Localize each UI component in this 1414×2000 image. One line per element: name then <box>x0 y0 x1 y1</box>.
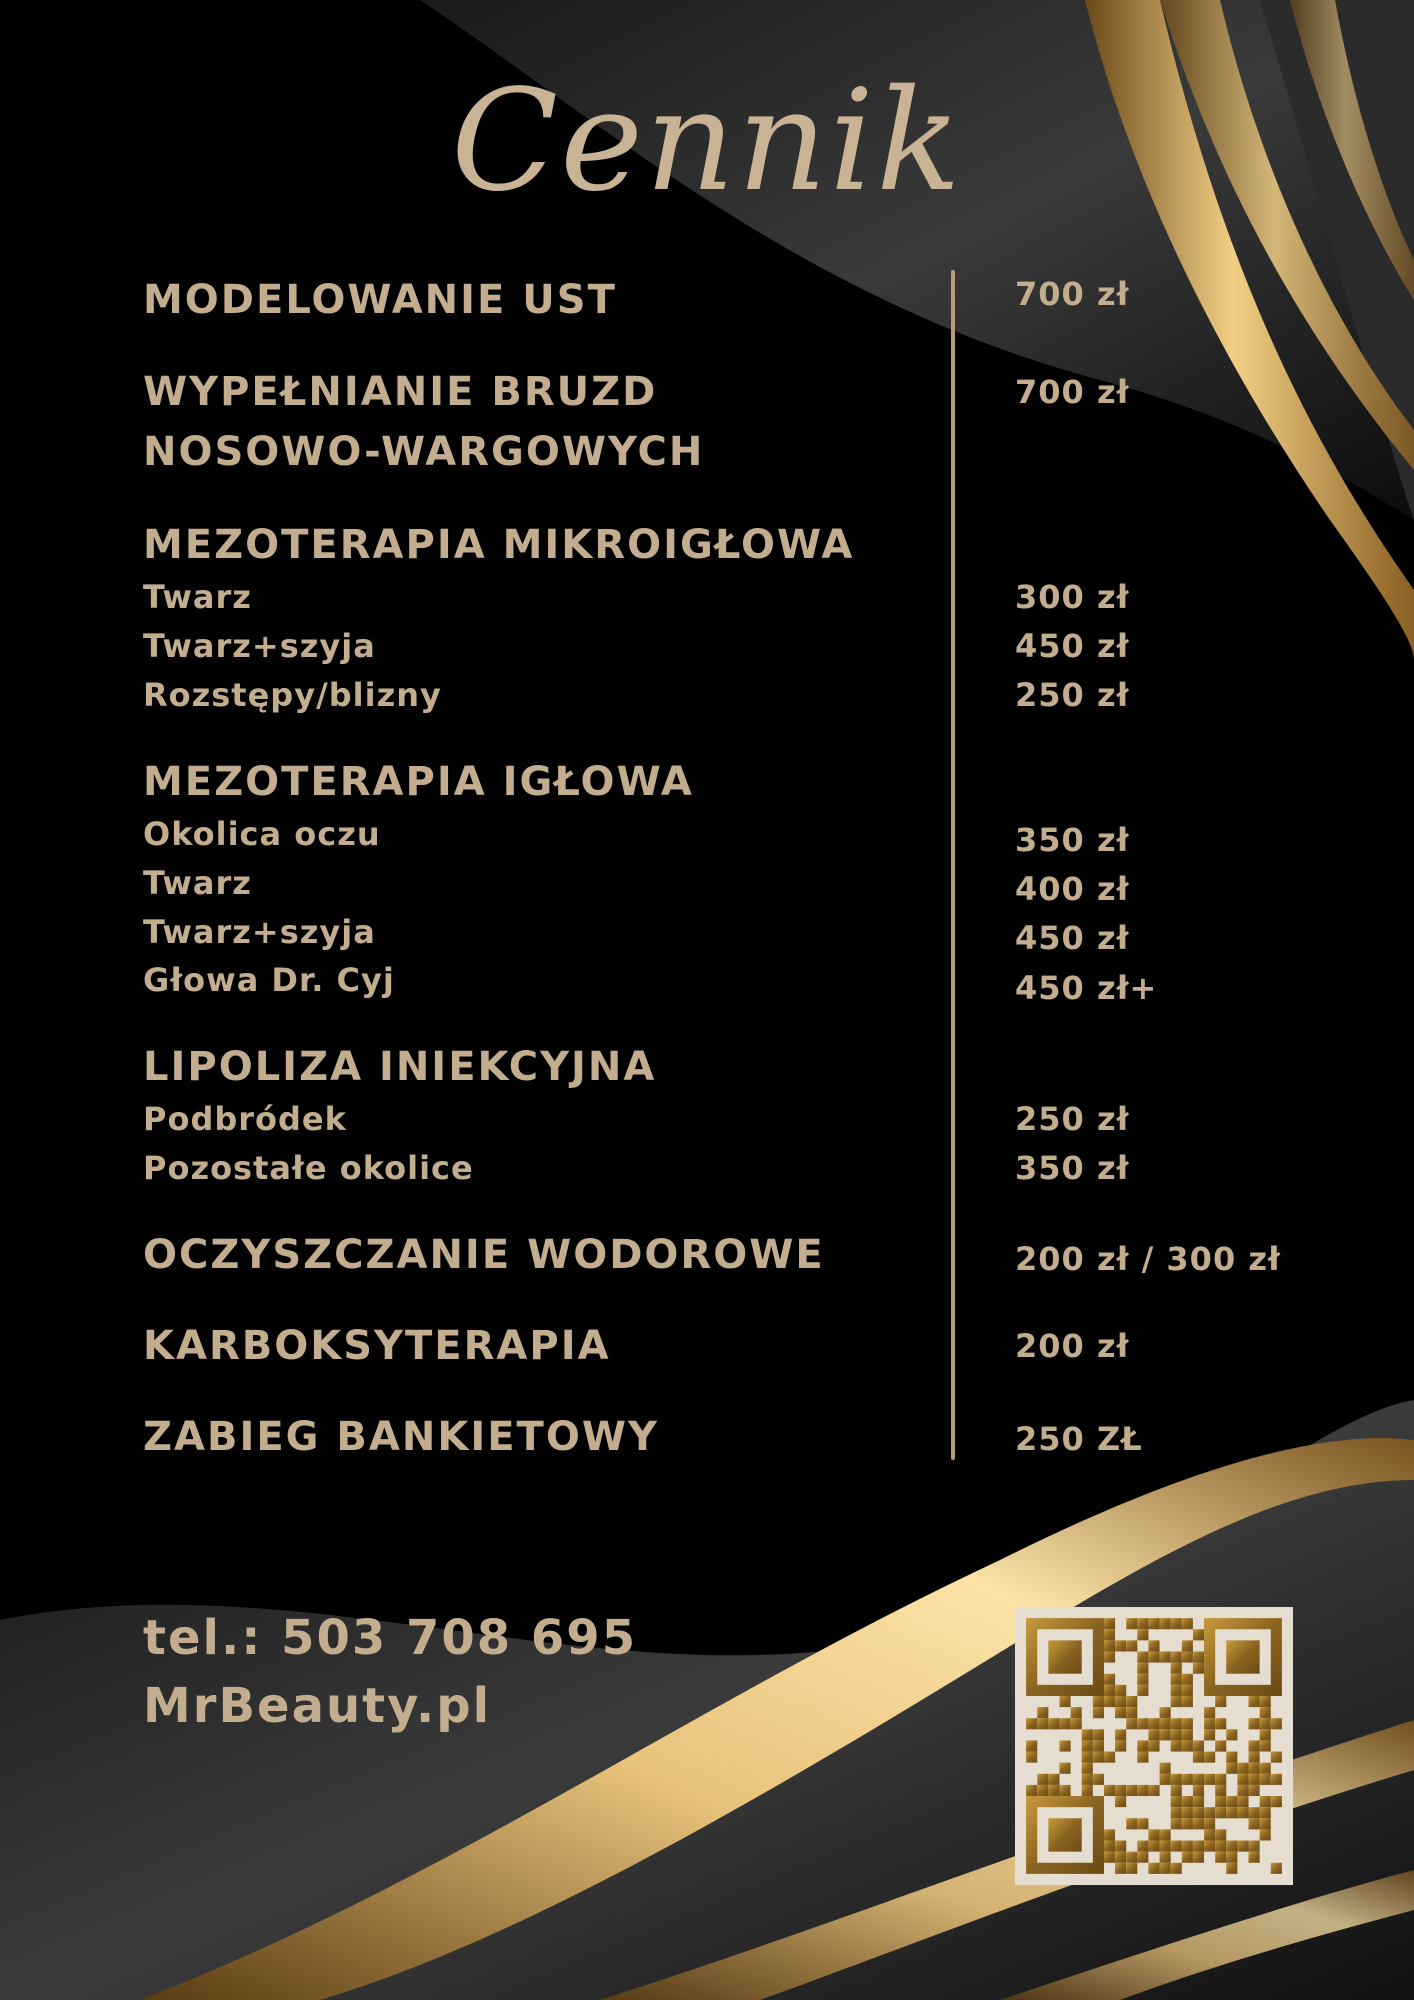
qr-code-icon[interactable] <box>1015 1607 1293 1885</box>
item-price: 250 zł <box>1015 1100 1130 1138</box>
phone-number[interactable]: tel.: 503 708 695 <box>143 1610 638 1666</box>
service-price: 700 zł <box>1015 373 1130 411</box>
page-title: Cennik <box>451 60 963 223</box>
service-name: LIPOLIZA INIEKCYJNA <box>143 1044 657 1090</box>
service-name: MEZOTERAPIA IGŁOWA <box>143 759 694 805</box>
service-name: KARBOKSYTERAPIA <box>143 1323 611 1369</box>
service-name-line2: NOSOWO-WARGOWYCH <box>143 429 705 475</box>
item-label: Rozstępy/blizny <box>143 676 442 714</box>
item-price: 350 zł <box>1015 1149 1130 1187</box>
item-price: 400 zł <box>1015 870 1130 908</box>
service-name-line1: WYPEŁNIANIE BRUZD <box>143 369 658 415</box>
service-price: 250 ZŁ <box>1015 1420 1143 1458</box>
item-label: Twarz <box>143 864 252 902</box>
item-label: Twarz+szyja <box>143 913 376 951</box>
item-price: 350 zł <box>1015 821 1130 859</box>
service-name: ZABIEG BANKIETOWY <box>143 1414 659 1460</box>
item-label: Pozostałe okolice <box>143 1149 474 1187</box>
item-price: 450 zł <box>1015 919 1130 957</box>
item-price: 450 zł+ <box>1015 969 1158 1007</box>
item-price: 450 zł <box>1015 627 1130 665</box>
item-price: 250 zł <box>1015 676 1130 714</box>
website-link[interactable]: MrBeauty.pl <box>143 1678 492 1734</box>
item-label: Okolica oczu <box>143 815 381 853</box>
service-price: 200 zł / 300 zł <box>1015 1240 1281 1278</box>
item-label: Głowa Dr. Cyj <box>143 961 395 999</box>
service-name: MODELOWANIE UST <box>143 277 617 323</box>
item-label: Twarz+szyja <box>143 627 376 665</box>
service-name: MEZOTERAPIA MIKROIGŁOWA <box>143 522 855 568</box>
service-price: 700 zł <box>1015 275 1130 313</box>
column-divider <box>951 270 955 1460</box>
service-name: OCZYSZCZANIE WODOROWE <box>143 1232 825 1278</box>
item-label: Podbródek <box>143 1100 347 1138</box>
service-price: 200 zł <box>1015 1327 1130 1365</box>
item-price: 300 zł <box>1015 578 1130 616</box>
item-label: Twarz <box>143 578 252 616</box>
